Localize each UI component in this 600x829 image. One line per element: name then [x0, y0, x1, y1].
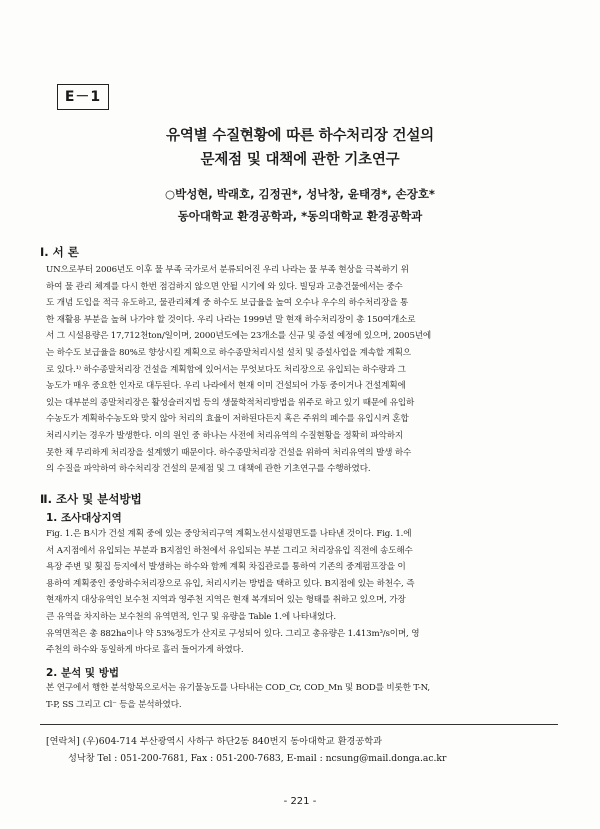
text-line: 서 A지점에서 유입되는 부분과 B지점인 하천에서 유입되는 부분 그리고 처리장유입 직전에 송도해수 — [46, 545, 413, 556]
analysis-paragraph — [46, 680, 556, 713]
text-line: 는 하수도 보급율을 80%로 향상시킬 계획으로 하수종말처리시설 설치 및 증설사업을 계속할 계획으 — [46, 347, 411, 358]
footer-divider — [40, 724, 558, 725]
affiliation: 동아대학교 환경공학과, *동의대학교 환경공학과 — [177, 209, 423, 223]
text-line: 도 개념 도입을 적극 유도하고, 물관리체계 중 하수도 보급율을 높여 오수나 우수의 하수처리장을 통 — [46, 298, 409, 309]
authors: ○박성현, 박래호, 김정권*, 성낙창, 윤태경*, 손장호* — [165, 187, 435, 201]
text-line: 수농도가 계획하수농도와 맞지 않아 처리의 효율이 저하된다든지 혹은 주위의 폐수를 유입시켜 혼합 — [46, 414, 409, 425]
text-line: 주천의 하수와 동일하게 바다로 흘러 들어가게 하였다. — [46, 645, 244, 656]
text-line: 현재까지 대상유역인 보수천 지역과 영주천 지역은 현재 복개되어 있는 형태를 취하고 있으며, 가장 — [46, 595, 406, 606]
text-line: 본 연구에서 행한 분석항목으로서는 유기물농도를 나타내는 COD_Cr, COD_Mn 및 BOD를 비롯한 T-N, — [46, 683, 431, 693]
text-line: 서 그 시설용량은 17,712천ton/일이며, 2000년도에는 23개소를 신규 및 증설 예정에 있으며, 2005년에 — [46, 331, 432, 342]
text-line: UN으로부터 2006년도 이후 물 부족 국가로서 분류되어진 우리 나라는 물 부족 현상을 극복하기 위 — [46, 265, 409, 275]
text-line: 못한 채 무리하게 처리장을 설계했기 때문이다. 하수종말처리장 건설을 위하여 처리유역의 발생 하수 — [46, 447, 412, 458]
paper-title-line2: 문제점 및 대책에 관한 기초연구 — [200, 152, 400, 168]
page-number: - 221 - — [283, 796, 317, 807]
contact-address: [연락처] (우)604-714 부산광역시 사하구 하단2동 840번지 동아대학교 환경공학과 — [46, 736, 382, 747]
text-line: 욕장 주변 및 횟집 등지에서 발생하는 하수와 함께 계획 차집관로를 통하여 기존의 중계펌프장을 이 — [46, 562, 406, 573]
text-line: 농도가 매우 중요한 인자로 대두된다. 우리 나라에서 현재 이미 건설되어 가동 중이거나 건설계획에 — [46, 381, 406, 392]
contact-phone-email: 성낙창 Tel : 051-200-7681, Fax : 051-200-7683, E-mail : ncsung@mail.donga.ac.kr — [68, 753, 447, 764]
subsection-heading-study-area: 1. 조사대상지역 — [46, 512, 122, 524]
text-line: Fig. 1.은 B시가 건설 계획 중에 있는 중앙처리구역 계획노선시설평면도를 나타낸 것이다. Fig. 1.에 — [46, 529, 412, 539]
section-heading-methods: Ⅱ. 조사 및 분석방법 — [40, 492, 142, 506]
text-line: 있는 대부분의 종말처리장은 활성슬러지법 등의 생물학적처리방법을 위주로 하고 있기 때문에 유입하 — [46, 397, 415, 408]
contact-info — [46, 733, 556, 767]
introduction-paragraph — [46, 262, 556, 478]
text-line: 용하여 계획중인 중앙하수처리장으로 유입, 처리시키는 방법을 택하고 있다. B지점에 있는 하천수, 즉 — [46, 578, 415, 589]
text-line: 큰 유역을 차지하는 보수천의 유역면적, 인구 및 유량을 Table 1.에 나타내었다. — [46, 611, 336, 622]
paper-code-box: E－1 — [57, 84, 109, 110]
text-line: 로 있다.¹⁾ 하수종말처리장 건설을 계획함에 있어서는 무엇보다도 처리장으로 유입되는 하수량과 그 — [46, 364, 406, 375]
study-area-paragraph — [46, 526, 556, 659]
text-line: 한 재활용 부분을 높혀 나가야 할 것이다. 우리 나라는 1999년 말 현재 하수처리장이 총 150여개소로 — [46, 314, 416, 325]
paper-title-line1: 유역별 수질현황에 따른 하수처리장 건설의 — [166, 128, 434, 144]
text-line: 처리시키는 경우가 발생한다. 이의 원인 중 하나는 사전에 처리유역의 수질현황을 정확히 파악하지 — [46, 430, 404, 441]
subsection-heading-analysis: 2. 분석 및 방법 — [46, 667, 119, 679]
text-line: 유역면적은 총 882ha이나 약 53%정도가 산지로 구성되어 있다. 그리고 총유량은 1.413m³/s이며, 영 — [46, 628, 420, 639]
text-line: T-P, SS 그리고 Cl⁻ 등을 분석하였다. — [46, 699, 182, 710]
text-line: 의 수질을 파악하여 하수처리장 건설의 문제점 및 그 대책에 관한 기초연구를 수행하였다. — [46, 464, 371, 475]
section-heading-introduction: Ⅰ. 서 론 — [40, 245, 79, 259]
text-line: 하여 물 관리 체계를 다시 한번 점검하지 않으면 안될 시기에 와 있다. 빌딩과 고층건물에서는 중수 — [46, 281, 403, 292]
